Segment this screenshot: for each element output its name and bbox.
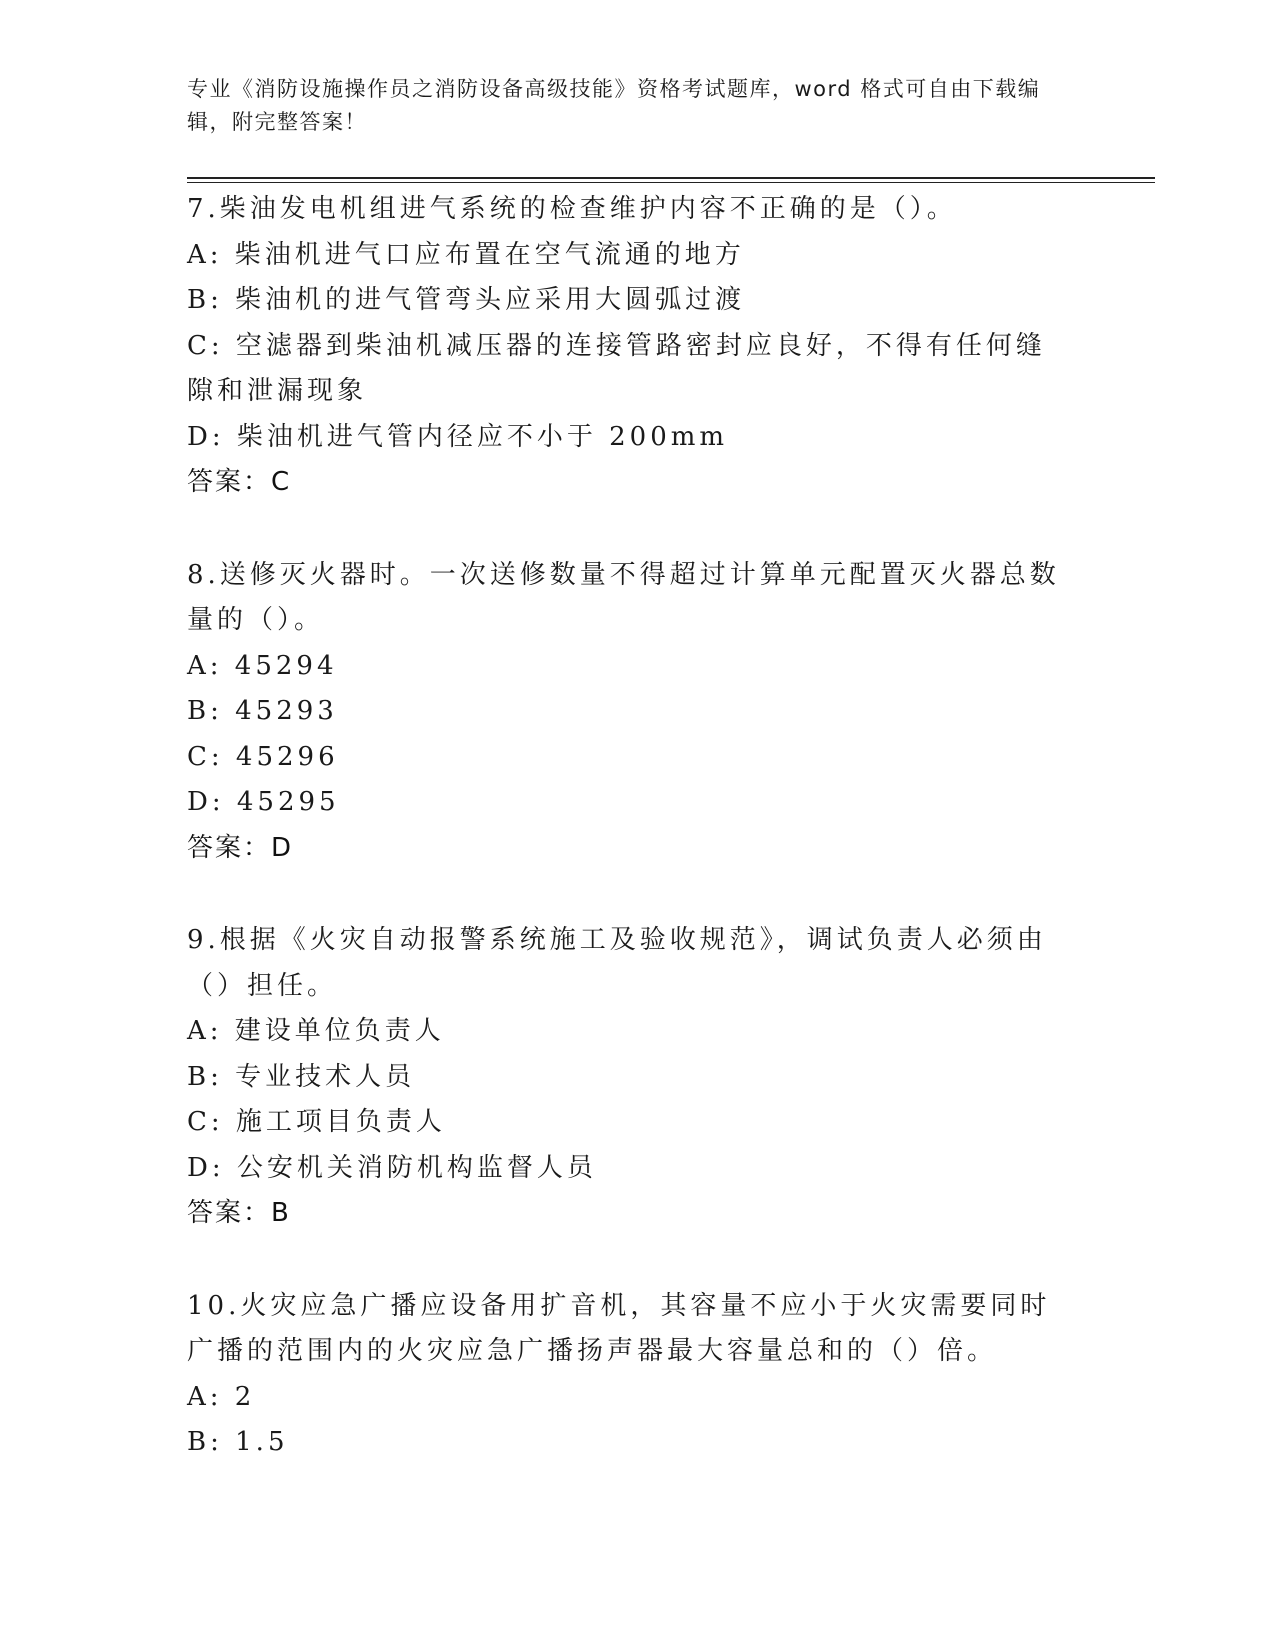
- option-c: C: 空滤器到柴油机减压器的连接管路密封应良好，不得有任何缝隙和泄漏现象: [187, 330, 1046, 406]
- option-b: B: 柴油机的进气管弯头应采用大圆弧过渡: [187, 285, 746, 315]
- document-header: 专业《消防设施操作员之消防设备高级技能》资格考试题库，word 格式可自由下载编辑，附完整答案！: [187, 77, 1041, 134]
- option-a: A: 45294: [187, 650, 338, 681]
- question-stem: 8.送修灭火器时。一次送修数量不得超过计算单元配置灭火器总数量的（）。: [187, 559, 1060, 635]
- answer: 答案：B: [187, 1198, 291, 1228]
- option-d: D: 45295: [187, 787, 340, 817]
- option-c: C: 施工项目负责人: [187, 1107, 446, 1137]
- question-10: [187, 1284, 1087, 1466]
- question-7: [187, 187, 1087, 506]
- question-stem: 10.火灾应急广播应设备用扩音机，其容量不应小于火灾需要同时广播的范围内的火灾应急广播扬声器最大容量总和的（）倍。: [187, 1290, 1051, 1366]
- question-stem: 9.根据《火灾自动报警系统施工及验收规范》，调试负责人必须由（）担任。: [187, 925, 1047, 1001]
- option-c: C: 45296: [187, 741, 339, 772]
- header-divider-thick: [187, 177, 1155, 179]
- option-d: D: 公安机关消防机构监督人员: [187, 1152, 597, 1183]
- answer: 答案：D: [187, 832, 294, 863]
- question-8: [187, 553, 1087, 872]
- question-9: [187, 918, 1087, 1237]
- option-a: A: 建设单位负责人: [187, 1016, 445, 1046]
- option-b: B: 1.5: [187, 1427, 289, 1457]
- option-d: D: 柴油机进气管内径应不小于 200mm: [187, 421, 729, 452]
- header-divider-thin: [187, 182, 1155, 183]
- option-a: A: 2: [187, 1381, 256, 1412]
- question-list: [187, 187, 1087, 1466]
- question-stem: 7.柴油发电机组进气系统的检查维护内容不正确的是（）。: [187, 194, 957, 224]
- option-a: A: 柴油机进气口应布置在空气流通的地方: [187, 239, 745, 270]
- option-b: B: 专业技术人员: [187, 1061, 416, 1092]
- option-b: B: 45293: [187, 696, 338, 726]
- answer: 答案：C: [187, 467, 292, 497]
